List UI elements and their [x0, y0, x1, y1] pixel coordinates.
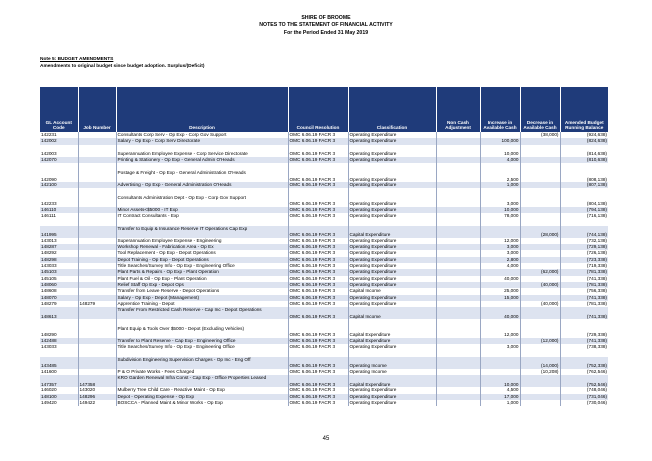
cell-classification: Operating Expenditure	[348, 182, 436, 188]
cell-gl-account: 143013	[41, 237, 57, 243]
col-council-resolution: Council Resolution	[288, 87, 348, 132]
cell-increase: 78,000	[480, 213, 520, 219]
cell-description: Plant Equip & Tools Over $5000 - Depot (Excluding Vehicles)	[116, 326, 288, 338]
cell-classification: Operating Expenditure	[348, 250, 436, 256]
cell-description: Transfer to Equip & Insurance Reserve IT Operations Cap Exp	[116, 226, 288, 238]
cell-council-resolution: OMC 6.06.19 FACR 3	[288, 157, 348, 163]
cell-description: Superannuation Employee Expense - Engineering	[116, 238, 288, 244]
cell-description: Depot - Operating Expense - Op Exp	[116, 394, 288, 400]
cell-increase: 4,000	[480, 263, 520, 269]
table-row	[40, 400, 608, 406]
cell-classification: Capital Expenditure	[348, 375, 436, 387]
cell-increase: 10,000	[480, 207, 520, 213]
cell-classification: Operating Expenditure	[348, 276, 436, 282]
cell-increase: 25,000	[480, 288, 520, 294]
cell-amended-budget: (741,338)	[560, 307, 608, 319]
cell-description: Printing & Stationery - Op Exp - General Admin O'Heads	[116, 157, 288, 163]
cell-council-resolution: OMC 6.06.19 FACR 3	[288, 213, 348, 219]
cell-description: BOSCCA - Planned Maint & Minor Works - Op Exp	[116, 400, 288, 406]
col-classification: Classification	[348, 87, 436, 132]
cell-gl-account: 148279	[41, 300, 57, 306]
cell-description: Consultants Corp Serv - Op Exp - Corp Gov Support	[116, 132, 288, 138]
cell-classification: Capital Income	[348, 288, 436, 294]
cell-description: Subdivision Engineering Supervision Charges - Op Inc - Eng Off	[116, 357, 288, 369]
cell-description: Transfer from Leave Reserve - Depot Operations	[116, 288, 288, 294]
table-row	[40, 357, 608, 369]
cell-job-number	[78, 170, 116, 182]
cell-job-number	[78, 326, 116, 338]
cell-description: Transfer From Restricted Cash Reserve - Cap Inc - Depot Operations	[116, 307, 288, 319]
cell-amended-budget: (824,638)	[560, 138, 608, 144]
cell-increase	[480, 357, 520, 369]
cell-gl-account: 148287	[40, 244, 78, 250]
col-increase: Increase in Available Cash	[480, 87, 520, 132]
cell-classification: Operating Expenditure	[348, 263, 436, 269]
cell-decrease	[520, 170, 560, 182]
cell-classification: Operating Income	[348, 357, 436, 369]
cell-gl-account: 146020	[41, 387, 57, 393]
cell-council-resolution: OMC 6.06.19 FACR 3	[288, 338, 348, 344]
cell-increase: 12,000	[480, 238, 520, 244]
cell-increase: 17,000	[480, 394, 520, 400]
table-header-row	[40, 87, 608, 132]
cell-amended-budget: (741,338)	[560, 338, 608, 344]
note-subtitle: Amendments to original budget since budget adoption. Surplus/(Deficit)	[40, 64, 205, 69]
cell-council-resolution: OMC 6.06.19 FACR 3	[288, 375, 348, 387]
cell-non-cash	[436, 170, 480, 182]
cell-job-number: 143020	[78, 387, 116, 393]
cell-description: Title Searches/Survey Info - Op Exp - Engineering Office	[116, 344, 288, 350]
cell-gl-account: 148060	[40, 282, 78, 288]
cell-increase: 3,000	[480, 344, 520, 350]
table-body	[40, 132, 608, 406]
col-non-cash: Non Cash Adjustment	[436, 87, 480, 132]
cell-gl-account: 143485	[40, 357, 78, 369]
cell-classification: Operating Expenditure	[348, 257, 436, 263]
cell-non-cash	[436, 400, 480, 406]
cell-decrease: (10,208)	[520, 369, 560, 375]
cell-classification: Operating Expenditure	[348, 282, 436, 288]
col-amended-budget: Amended Budget Running Balance	[560, 87, 608, 132]
cell-classification: Operating Expenditure	[348, 301, 436, 307]
cell-increase: 2,500	[480, 170, 520, 182]
cell-council-resolution: OMC 6.06.19 FACR 3	[288, 295, 348, 301]
cell-classification: Capital Expenditure	[348, 338, 436, 344]
cell-description: Plant Parts & Repairs - Op Exp - Plant Operation	[116, 269, 288, 275]
cell-amended-budget: (744,138)	[560, 226, 608, 238]
cell-gl-account: 145105	[41, 275, 57, 281]
cell-increase: 3,000	[480, 195, 520, 207]
cell-job-number: 148279	[78, 301, 116, 307]
cell-council-resolution: OMC 6.06.19 FACR 3	[288, 238, 348, 244]
cell-description: P & O Private Works - Fees Charged	[116, 369, 288, 375]
cell-description: Mulberry Tree Child Care - Reactive Maint - Op Exp	[116, 387, 288, 393]
cell-gl-account: 148100	[40, 394, 78, 400]
col-decrease: Decrease in Available Cash	[520, 87, 560, 132]
cell-council-resolution: OMC 6.06.19 FACR 3	[288, 369, 348, 375]
cell-description: Salary - Op Exp - Corp Serv Directorate	[116, 138, 288, 144]
cell-classification: Operating Expenditure	[348, 151, 436, 157]
cell-classification: Operating Income	[348, 369, 436, 375]
cell-gl-account: 142070	[40, 157, 78, 163]
cell-classification: Operating Expenditure	[348, 394, 436, 400]
cell-council-resolution: OMC 6.06.19 FACR 3	[288, 276, 348, 282]
cell-description: Salary - Op Exp - Depot (Management)	[116, 295, 288, 301]
cell-council-resolution: OMC 6.06.19 FACR 3	[288, 132, 348, 138]
cell-decrease: (40,000)	[520, 301, 560, 307]
cell-decrease	[520, 307, 560, 319]
cell-increase: 40,000	[480, 307, 520, 319]
cell-council-resolution: OMC 6.06.19 FACR 3	[288, 387, 348, 393]
cell-council-resolution: OMC 6.06.19 FACR 3	[288, 207, 348, 213]
cell-decrease: (62,000)	[520, 269, 560, 275]
cell-gl-account: 142100	[40, 182, 78, 188]
cell-non-cash	[436, 326, 480, 338]
cell-increase: 100,000	[480, 138, 520, 144]
cell-decrease: (12,000)	[520, 338, 560, 344]
cell-council-resolution: OMC 6.06.19 FACR 3	[288, 138, 348, 144]
cell-amended-budget: (807,138)	[560, 182, 608, 188]
cell-classification: Operating Expenditure	[348, 213, 436, 219]
cell-amended-budget: (741,338)	[560, 295, 608, 301]
cell-decrease	[520, 326, 560, 338]
cell-council-resolution: OMC 6.06.19 FACR 3	[288, 151, 348, 157]
cell-amended-budget: (748,046)	[560, 387, 608, 393]
cell-description: Postage & Freight - Op Exp - General Administration O'Heads	[116, 170, 288, 182]
cell-decrease: (38,000)	[520, 132, 560, 138]
cell-description: Workshop Renewal - Fabrication Area - Op Ex	[116, 244, 288, 250]
cell-gl-account: 148070	[40, 295, 78, 301]
cell-council-resolution: OMC 6.06.19 FACR 3	[288, 301, 348, 307]
table-row	[40, 326, 608, 338]
cell-council-resolution: OMC 6.06.19 FACR 3	[288, 326, 348, 338]
statement-title: NOTES TO THE STATEMENT OF FINANCIAL ACTIVITY	[259, 22, 393, 28]
cell-job-number: 148296	[78, 394, 116, 400]
cell-description: Depot Training - Op Exp - Depot Operations	[116, 257, 288, 263]
cell-description: Tool Replacement - Op Exp - Depot Operations	[116, 250, 288, 256]
cell-amended-budget: (804,138)	[560, 195, 608, 207]
cell-amended-budget: (752,338)	[560, 357, 608, 369]
cell-amended-budget: (781,338)	[560, 282, 608, 288]
table-row	[40, 226, 608, 238]
cell-council-resolution: OMC 6.06.19 FACR 3	[288, 195, 348, 207]
cell-council-resolution: OMC 6.06.19 FACR 3	[288, 257, 348, 263]
cell-amended-budget: (738,338)	[560, 344, 608, 350]
cell-decrease	[520, 400, 560, 406]
cell-description: Advertising - Op Exp - General Administration O'Heads	[116, 182, 288, 188]
period-title: For the Period Ended 31 May 2019	[283, 30, 369, 36]
cell-increase: 1,000	[480, 400, 520, 406]
cell-amended-budget: (719,338)	[560, 263, 608, 269]
cell-classification: Operating Expenditure	[348, 195, 436, 207]
cell-gl-account: 148292	[41, 250, 57, 256]
cell-description: Relief Staff Op Exp - Depot Ops	[116, 282, 288, 288]
cell-amended-budget: (732,138)	[560, 238, 608, 244]
cell-council-resolution: OMC 6.06.19 FACR 3	[288, 269, 348, 275]
table-row	[40, 170, 608, 182]
cell-amended-budget: (781,338)	[560, 269, 608, 275]
cell-increase: 1,000	[480, 182, 520, 188]
cell-description: Apprentice Training - Depot	[116, 301, 288, 307]
cell-decrease: (28,000)	[520, 226, 560, 238]
cell-gl-account: 148298	[40, 257, 78, 263]
cell-gl-account: 143033	[41, 263, 57, 269]
cell-gl-account: 145103	[40, 269, 78, 275]
cell-classification: Operating Expenditure	[348, 387, 436, 393]
cell-increase: 3,000	[480, 244, 520, 250]
cell-amended-budget: (810,638)	[560, 157, 608, 163]
cell-classification: Capital Expenditure	[348, 326, 436, 338]
cell-gl-account: 148608	[41, 288, 57, 294]
cell-non-cash	[436, 195, 480, 207]
cell-council-resolution: OMC 6.06.19 FACR 3	[288, 394, 348, 400]
cell-council-resolution: OMC 6.06.19 FACR 3	[288, 282, 348, 288]
cell-description: IT Contract Consultants - Exp	[116, 213, 288, 219]
cell-increase: 4,500	[480, 387, 520, 393]
cell-council-resolution: OMC 6.06.19 FACR 3	[288, 344, 348, 350]
cell-council-resolution: OMC 6.06.19 FACR 3	[288, 250, 348, 256]
cell-non-cash	[436, 226, 480, 238]
cell-classification: Operating Expenditure	[348, 244, 436, 250]
cell-increase: 10,000	[480, 375, 520, 387]
budget-amendments-table	[40, 87, 608, 406]
cell-gl-account: 146110	[40, 207, 78, 213]
cell-amended-budget: (729,338)	[560, 326, 608, 338]
cell-council-resolution: OMC 6.06.19 FACR 3	[288, 357, 348, 369]
org-title: SHIRE OF BROOME	[301, 15, 351, 21]
cell-job-number: 147358	[78, 375, 116, 387]
cell-classification: Operating Expenditure	[348, 400, 436, 406]
cell-job-number	[78, 357, 116, 369]
cell-gl-account: 141995	[40, 226, 78, 238]
cell-council-resolution: OMC 6.06.19 FACR 3	[288, 307, 348, 319]
cell-gl-account: 148613	[40, 307, 78, 319]
cell-gl-account: 147357	[40, 375, 78, 387]
cell-amended-budget: (808,138)	[560, 170, 608, 182]
cell-classification: Operating Expenditure	[348, 132, 436, 138]
cell-amended-budget: (716,138)	[560, 213, 608, 219]
table-row	[40, 195, 608, 207]
cell-gl-account: 142090	[41, 176, 57, 182]
cell-increase: 4,000	[480, 157, 520, 163]
cell-amended-budget: (756,338)	[560, 288, 608, 294]
cell-classification: Capital Income	[348, 307, 436, 319]
cell-non-cash	[436, 357, 480, 369]
cell-council-resolution: OMC 6.06.19 FACR 3	[288, 400, 348, 406]
table-row	[40, 307, 608, 319]
table-row	[40, 375, 608, 387]
cell-amended-budget: (723,338)	[560, 257, 608, 263]
cell-gl-account: 146111	[41, 213, 56, 219]
cell-classification: Capital Expenditure	[348, 226, 436, 238]
cell-council-resolution: OMC 6.06.19 FACR 3	[288, 226, 348, 238]
cell-increase	[480, 226, 520, 238]
cell-gl-account: 142233	[41, 201, 57, 207]
cell-job-number: 149422	[78, 400, 116, 406]
cell-decrease	[520, 375, 560, 387]
cell-gl-account: 142231	[41, 132, 57, 137]
cell-classification: Operating Expenditure	[348, 157, 436, 163]
cell-amended-budget: (730,046)	[560, 400, 608, 406]
cell-council-resolution: OMC 6.06.19 FACR 3	[288, 288, 348, 294]
cell-classification: Operating Expenditure	[348, 138, 436, 144]
cell-description: Minor Assets<$5000 - IT Exp	[116, 207, 288, 213]
cell-amended-budget: (781,338)	[560, 301, 608, 307]
cell-classification: Operating Expenditure	[348, 295, 436, 301]
cell-description: Consultants Administration Dept - Op Exp - Corp Gov Support	[116, 195, 288, 207]
cell-description: Title Searches/Survey Info - Op Exp - Engineering Office	[116, 263, 288, 269]
cell-amended-budget: (762,546)	[560, 369, 608, 375]
cell-decrease	[520, 195, 560, 207]
cell-gl-account: 142002	[40, 138, 78, 144]
cell-amended-budget: (731,046)	[560, 394, 608, 400]
cell-increase: 3,000	[480, 250, 520, 256]
note-title: Note 5: BUDGET AMENDMENTS	[40, 57, 114, 62]
cell-classification: Operating Expenditure	[348, 207, 436, 213]
cell-increase: 10,000	[480, 151, 520, 157]
cell-amended-budget: (729,138)	[560, 244, 608, 250]
cell-gl-account: 149420	[41, 399, 57, 405]
page-number: 45	[322, 436, 330, 442]
cell-increase: 40,000	[480, 276, 520, 282]
cell-non-cash	[436, 307, 480, 319]
cell-description: Plant Fuel & Oil - Op Exp - Plant Operation	[116, 276, 288, 282]
col-description: Description	[116, 87, 288, 132]
cell-description: Superannuation Employee Expense - Corp Service Directorate	[116, 151, 288, 157]
cell-classification: Operating Expenditure	[348, 238, 436, 244]
cell-job-number	[78, 226, 116, 238]
col-gl-account: GL Account Code	[40, 87, 78, 132]
cell-non-cash	[436, 375, 480, 387]
cell-gl-account: 142488	[40, 338, 78, 344]
cell-amended-budget: (752,546)	[560, 375, 608, 387]
cell-decrease: (14,000)	[520, 357, 560, 369]
cell-job-number	[78, 307, 116, 319]
cell-gl-account: 141600	[41, 368, 57, 374]
cell-amended-budget: (741,338)	[560, 276, 608, 282]
cell-council-resolution: OMC 6.06.19 FACR 3	[288, 244, 348, 250]
cell-classification: Operating Expenditure	[348, 344, 436, 350]
cell-classification: Operating Expenditure	[348, 170, 436, 182]
cell-gl-account: 148290	[41, 332, 57, 338]
cell-amended-budget: (726,138)	[560, 250, 608, 256]
cell-council-resolution: OMC 6.06.19 FACR 3	[288, 263, 348, 269]
cell-gl-account: 142003	[41, 150, 57, 156]
cell-amended-budget: (924,638)	[560, 132, 608, 138]
col-job-number: Job Number	[78, 87, 116, 132]
cell-increase: 12,000	[480, 326, 520, 338]
cell-description: KRO Garden Renewal Infra Const - Cap Exp - Office Properties Leased	[116, 375, 288, 387]
cell-decrease: (40,000)	[520, 282, 560, 288]
cell-amended-budget: (794,138)	[560, 207, 608, 213]
cell-description: Transfer to Plant Reserve - Cap Exp - Engineering Office	[116, 338, 288, 344]
cell-increase: 2,800	[480, 257, 520, 263]
cell-job-number	[78, 195, 116, 207]
cell-council-resolution: OMC 6.06.19 FACR 3	[288, 182, 348, 188]
cell-gl-account: 143033	[41, 344, 57, 350]
cell-amended-budget: (814,638)	[560, 151, 608, 157]
cell-classification: Operating Expenditure	[348, 269, 436, 275]
cell-increase: 15,000	[480, 295, 520, 301]
cell-council-resolution: OMC 6.06.19 FACR 3	[288, 170, 348, 182]
